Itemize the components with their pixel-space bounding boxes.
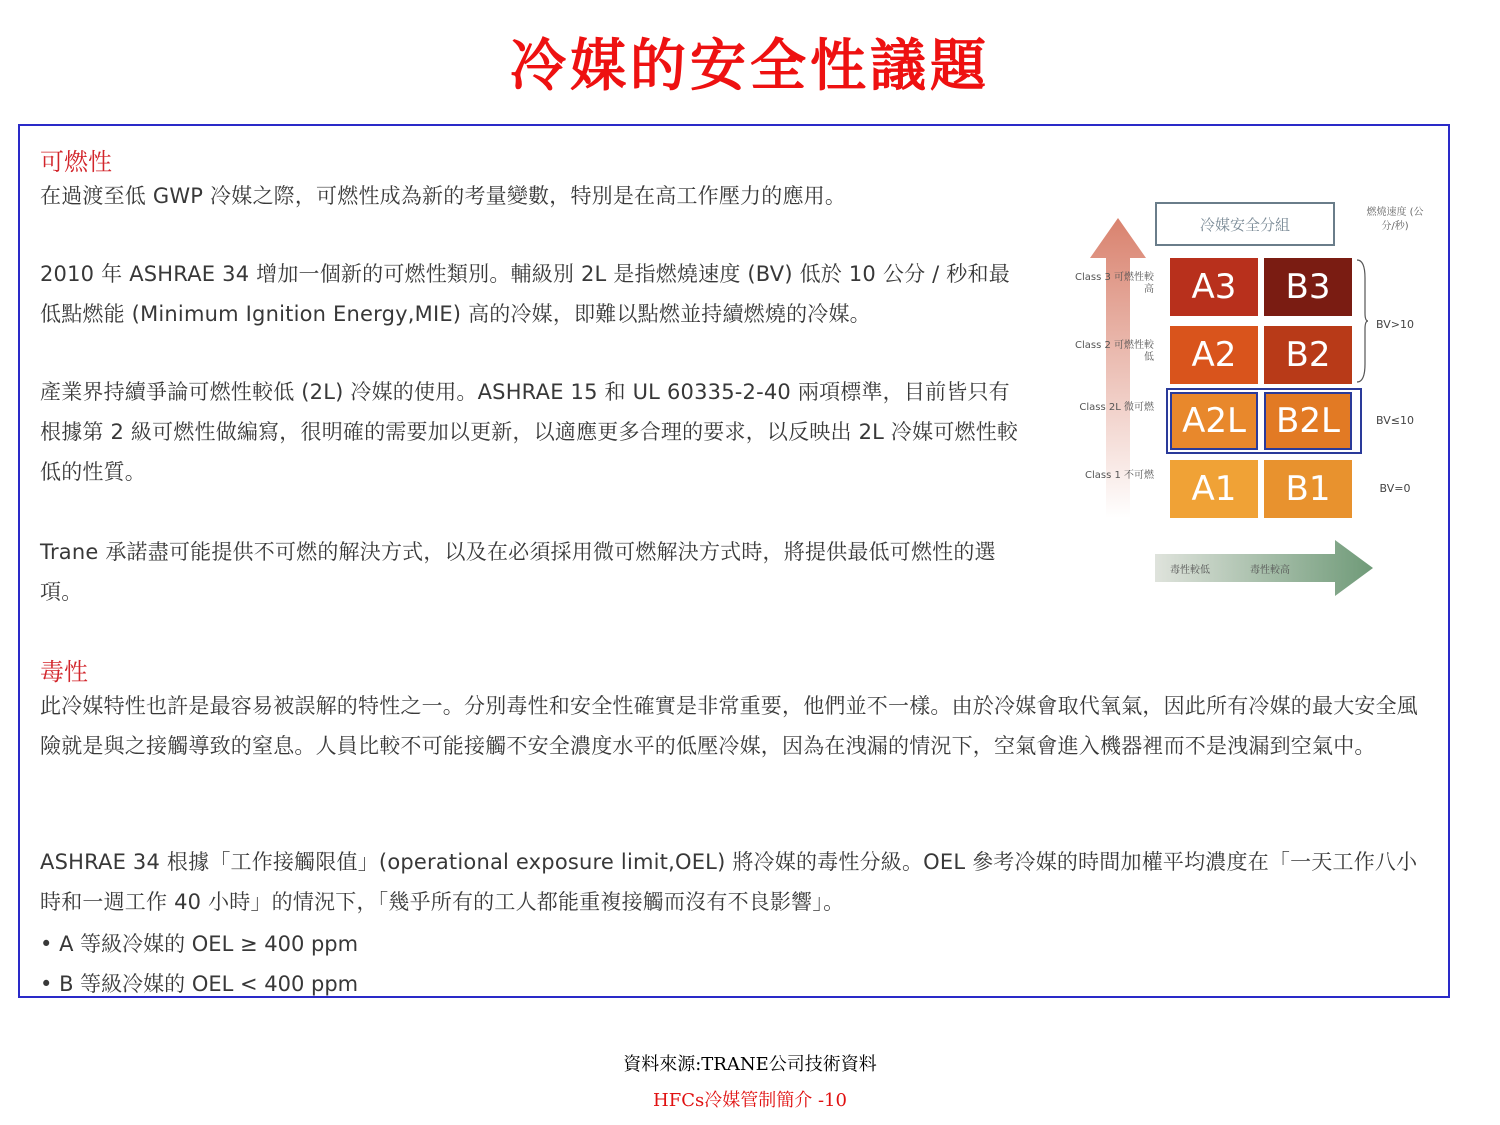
cell-a2: A2	[1170, 326, 1258, 384]
class-3-label: Class 3 可燃性較高	[1074, 272, 1154, 295]
flammability-paragraph-4: Trane 承諾盡可能提供不可燃的解決方式，以及在必須採用微可燃解決方式時，將提供最低可燃性的選項。	[40, 540, 996, 604]
toxicity-paragraph-1: 此冷媒特性也許是最容易被誤解的特性之一。分別毒性和安全性確實是非常重要，他們並不一樣。由於冷媒會取代氧氣，因此所有冷媒的最大安全風險就是與之接觸導致的窒息。人員比較不可能接觸不安全濃度水平的低壓冷媒，因為在洩漏的情況下，空氣會進入機器裡而不是洩漏到空氣中。	[40, 694, 1418, 758]
safety-group-figure	[1060, 188, 1445, 608]
cell-a1: A1	[1170, 460, 1258, 518]
cell-a2l: A2L	[1170, 392, 1258, 450]
oel-bullet-list	[40, 924, 358, 1004]
bullet-a-class: • A 等級冷媒的 OEL ≥ 400 ppm	[40, 924, 358, 964]
cell-b3: B3	[1264, 258, 1352, 316]
class-2l-label: Class 2L 微可燃	[1079, 402, 1154, 413]
toxicity-heading: 毒性	[40, 658, 88, 686]
bullet-b-class: • B 等級冷媒的 OEL < 400 ppm	[40, 964, 358, 1004]
toxicity-low-label: 毒性較低	[1170, 565, 1210, 576]
toxicity-high-label: 毒性較高	[1250, 565, 1290, 576]
bv-label-zero: BV=0	[1379, 482, 1411, 495]
content-panel	[18, 124, 1450, 998]
page-footer: HFCs冷媒管制簡介 -10	[653, 1090, 847, 1111]
bracket-icon	[1355, 258, 1369, 384]
class-2-label: Class 2 可燃性較低	[1074, 340, 1154, 363]
source-note: 資料來源:TRANE公司技術資料	[623, 1054, 877, 1075]
cell-a3: A3	[1170, 258, 1258, 316]
bv-header: 燃燒速度 (公分/秒)	[1366, 207, 1424, 232]
flammability-paragraph-2: 2010 年 ASHRAE 34 增加一個新的可燃性類別。輔級別 2L 是指燃燒速度 (BV) 低於 10 公分 / 秒和最低點燃能 (Minimum Ignition Energy,MIE) 高的冷媒，即難以點燃並持續燃燒的冷媒。	[40, 262, 1010, 326]
toxicity-paragraph-2: ASHRAE 34 根據「工作接觸限值」(operational exposure limit,OEL) 將冷媒的毒性分級。OEL 參考冷媒的時間加權平均濃度在「一天工作八小時和一週工作 40 小時」的情況下，「幾乎所有的工人都能重複接觸而沒有不良影響」。	[40, 850, 1418, 914]
flammability-heading: 可燃性	[40, 148, 112, 176]
class-2l-frame	[1166, 388, 1362, 454]
flammability-paragraph-3: 產業界持續爭論可燃性較低 (2L) 冷媒的使用。ASHRAE 15 和 UL 60335-2-40 兩項標準，目前皆只有根據第 2 級可燃性做編寫，很明確的需要加以更新，以適應更多合理的要求，以反映出 2L 冷媒可燃性較低的性質。	[40, 380, 1019, 484]
cell-b2: B2	[1264, 326, 1352, 384]
flammability-paragraph-1: 在過渡至低 GWP 冷媒之際，可燃性成為新的考量變數，特別是在高工作壓力的應用。	[40, 184, 847, 208]
class-1-label: Class 1 不可燃	[1084, 470, 1154, 481]
bv-label-2l: BV≤10	[1376, 414, 1414, 427]
figure-header: 冷媒安全分組	[1155, 202, 1335, 246]
page-title: 冷媒的安全性議題	[510, 33, 990, 99]
bv-label-high: BV>10	[1376, 318, 1414, 331]
cell-b2l: B2L	[1264, 392, 1352, 450]
cell-b1: B1	[1264, 460, 1352, 518]
